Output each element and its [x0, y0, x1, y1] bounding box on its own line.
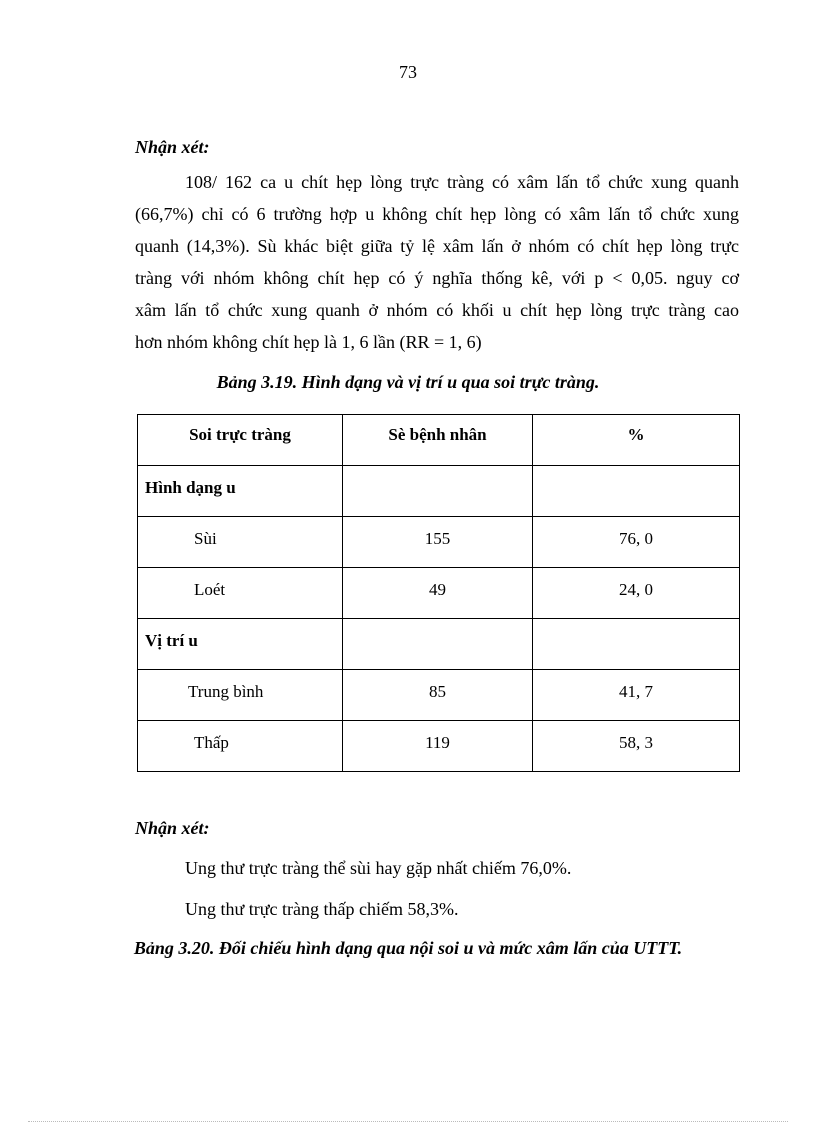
table-caption-3-19: Bảng 3.19. Hình dạng và vị trí u qua soi trực tràng.	[216, 372, 600, 392]
count-cell: 49	[343, 568, 533, 619]
page-number: 73	[399, 62, 417, 82]
remark-heading-1: Nhận xét:	[135, 137, 210, 157]
column-header: %	[533, 415, 740, 466]
paragraph-line: 108/ 162 ca u chít hẹp lòng trực tràng có xâm lấn tổ chức xung quanh	[185, 172, 739, 192]
paragraph-line: tràng với nhóm không chít hẹp có ý nghĩa thống kê, với p < 0,05. nguy cơ	[135, 268, 739, 288]
table-row	[138, 517, 740, 568]
table-row	[138, 619, 740, 670]
column-header: Sè bệnh nhân	[343, 415, 533, 466]
column-header: Soi trực tràng	[138, 415, 343, 466]
percent-cell: 41, 7	[533, 670, 740, 721]
table-row	[138, 466, 740, 517]
row-label: Trung bình	[138, 670, 343, 721]
paragraph-line: xâm lấn tổ chức xung quanh ở nhóm có khối u chít hẹp lòng trực tràng cao	[135, 300, 739, 320]
table-header-row	[138, 415, 740, 466]
percent-cell	[533, 466, 740, 517]
count-cell: 155	[343, 517, 533, 568]
count-cell	[343, 619, 533, 670]
paragraph-line: Ung thư trực tràng thấp chiếm 58,3%.	[185, 899, 459, 919]
table-row	[138, 721, 740, 772]
group-label: Hình dạng u	[138, 466, 343, 517]
percent-cell: 76, 0	[533, 517, 740, 568]
percent-cell	[533, 619, 740, 670]
count-cell: 85	[343, 670, 533, 721]
paragraph-line: hơn nhóm không chít hẹp là 1, 6 lần (RR = 1, 6)	[135, 332, 482, 352]
count-cell: 119	[343, 721, 533, 772]
count-cell	[343, 466, 533, 517]
percent-cell: 24, 0	[533, 568, 740, 619]
table-3-19	[137, 414, 740, 772]
paragraph-line: Ung thư trực tràng thể sùi hay gặp nhất chiếm 76,0%.	[185, 858, 572, 878]
row-label: Sùi	[138, 517, 343, 568]
row-label: Loét	[138, 568, 343, 619]
table-caption-3-20: Bảng 3.20. Đối chiếu hình dạng qua nội soi u và mức xâm lấn của UTTT.	[133, 938, 683, 958]
page-bottom-divider	[28, 1121, 788, 1122]
percent-cell: 58, 3	[533, 721, 740, 772]
table-row	[138, 568, 740, 619]
paragraph-line: quanh (14,3%). Sù khác biệt giữa tỷ lệ xâm lấn ở nhóm có chít hẹp lòng trực	[135, 236, 739, 256]
remark-heading-2: Nhận xét:	[135, 818, 210, 838]
group-label: Vị trí u	[138, 619, 343, 670]
paragraph-line: (66,7%) chỉ có 6 trường hợp u không chít hẹp lòng có xâm lấn tổ chức xung	[135, 204, 739, 224]
row-label: Thấp	[138, 721, 343, 772]
table-row	[138, 670, 740, 721]
